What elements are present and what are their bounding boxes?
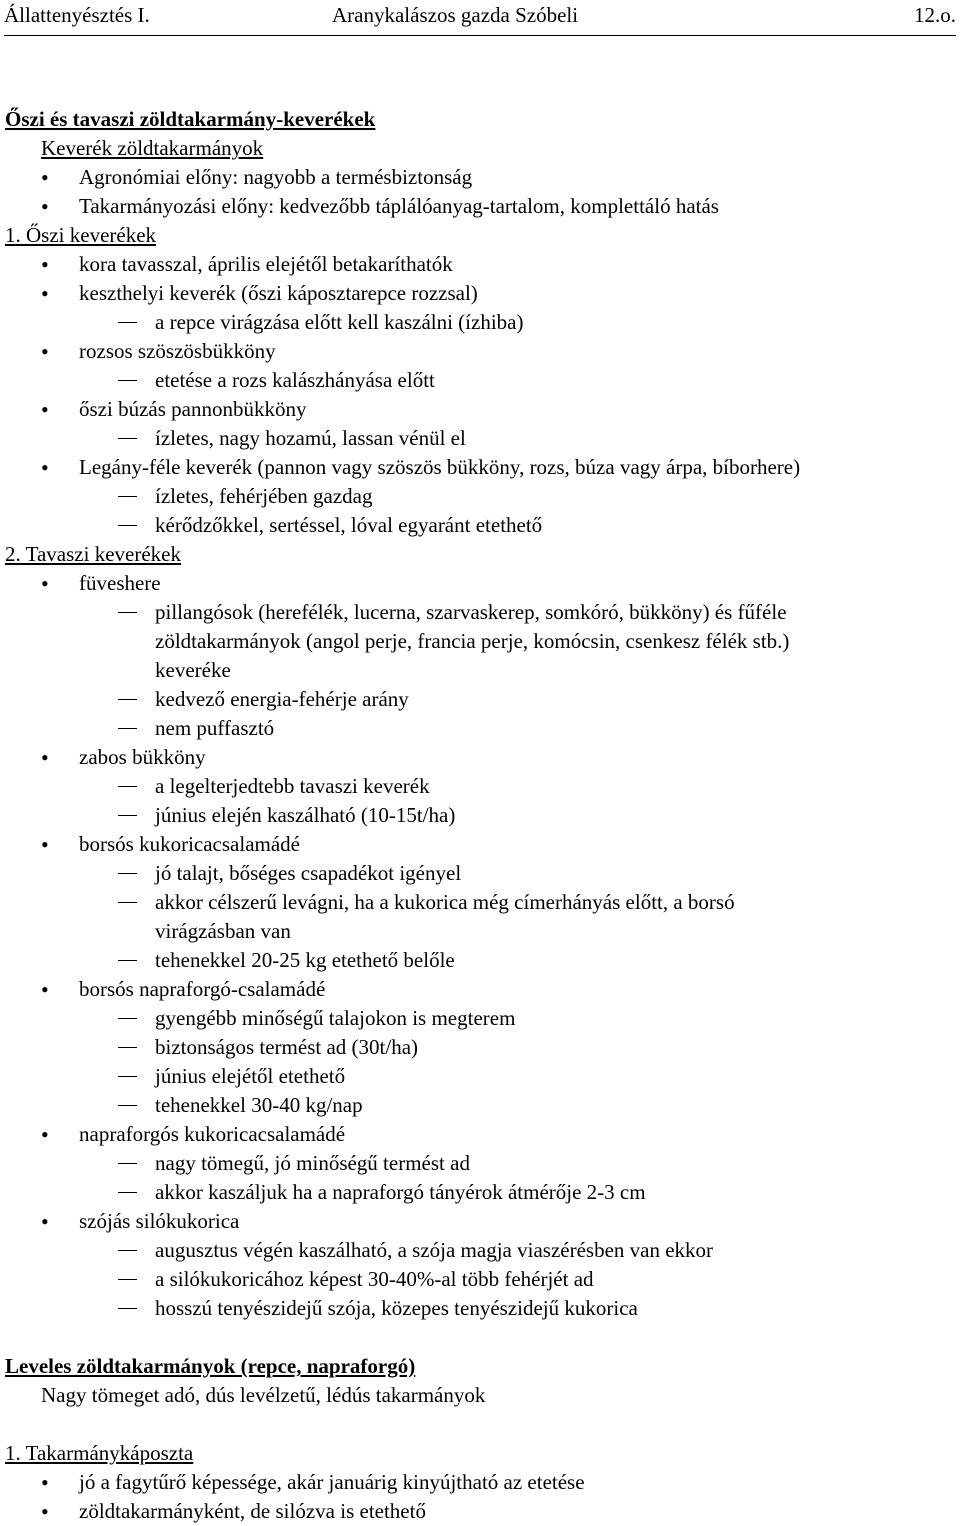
bullet-item-text: Legány-féle keverék (pannon vagy szöszös bükköny, rozs, búza vagy árpa, bíborhere) <box>79 455 801 479</box>
bullet-item-text: borsós napraforgó-csalamádé <box>79 977 326 1001</box>
group-heading <box>5 1439 955 1468</box>
dash-icon <box>118 1192 137 1193</box>
bullet-item-text: szójás silókukorica <box>79 1209 240 1233</box>
dash-item <box>5 308 955 337</box>
dash-item <box>5 366 955 395</box>
group-heading <box>5 221 955 250</box>
dash-item <box>5 714 955 743</box>
bullet-icon: • <box>41 832 49 857</box>
header-course: Aranykalászos gazda Szóbeli <box>332 3 579 27</box>
dash-item-text: tehenekkel 30-40 kg/nap <box>155 1093 363 1117</box>
section-title-text: Őszi és tavaszi zöldtakarmány-keverékek <box>5 107 376 131</box>
dash-item-text: hosszú tenyészidejű szója, közepes tenyészidejű kukorica <box>155 1296 638 1320</box>
dash-item-text: a silókukoricához képest 30-40%-al több fehérjét ad <box>155 1267 594 1291</box>
bullet-icon: • <box>41 281 49 306</box>
dash-item-text: június elejétől etethető <box>155 1064 346 1088</box>
bullet-item-text: füveshere <box>79 571 161 595</box>
dash-item <box>5 859 955 888</box>
bullet-icon: • <box>41 977 49 1002</box>
dash-item <box>5 511 955 540</box>
dash-icon <box>118 438 137 439</box>
dash-item <box>5 1236 955 1265</box>
group-heading-text: 2. Tavaszi keverékek <box>5 542 181 566</box>
section-subtitle <box>5 1381 955 1410</box>
bullet-icon: • <box>41 194 49 219</box>
bullet-icon: • <box>41 571 49 596</box>
section-title-text: Leveles zöldtakarmányok (repce, napraforgó) <box>5 1354 416 1378</box>
bullet-icon: • <box>41 745 49 770</box>
header-grade: 12.o. <box>914 3 956 27</box>
dash-item <box>5 1091 955 1120</box>
dash-item <box>5 598 955 627</box>
bullet-item-text: zabos bükköny <box>79 745 206 769</box>
dash-item-text: gyengébb minőségű talajokon is megterem <box>155 1006 516 1030</box>
bullet-item-text: rozsos szöszösbükköny <box>79 339 276 363</box>
bullet-item <box>5 830 955 859</box>
bullet-icon: • <box>41 339 49 364</box>
dash-icon <box>118 873 137 874</box>
section-subtitle-text: Nagy tömeget adó, dús levélzetű, lédús takarmányok <box>41 1383 486 1407</box>
dash-icon <box>118 612 137 613</box>
dash-icon <box>118 1279 137 1280</box>
dash-item-text: a repce virágzása előtt kell kaszálni (ízhiba) <box>155 310 524 334</box>
dash-icon <box>118 496 137 497</box>
bullet-item-text: Takarmányozási előny: kedvezőbb táplálóanyag-tartalom, komplettáló hatás <box>79 194 719 218</box>
dash-icon <box>118 380 137 381</box>
bullet-item <box>5 743 955 772</box>
dash-icon <box>118 728 137 729</box>
dash-item-text: akkor kaszáljuk ha a napraforgó tányérok átmérője 2-3 cm <box>155 1180 646 1204</box>
dash-item-continuation-text: zöldtakarmányok (angol perje, francia perje, komócsin, csenkesz félék stb.) <box>155 629 790 653</box>
bullet-item <box>5 1207 955 1236</box>
dash-item <box>5 424 955 453</box>
dash-item-continuation <box>5 627 955 656</box>
bullet-item <box>5 250 955 279</box>
dash-item-continuation-text: virágzásban van <box>155 919 291 943</box>
dash-item-text: kedvező energia-fehérje arány <box>155 687 409 711</box>
dash-item-text: pillangósok (herefélék, lucerna, szarvaskerep, somkóró, bükköny) és fűféle <box>155 600 787 624</box>
dash-icon <box>118 815 137 816</box>
group-heading-text: 1. Takarmánykáposzta <box>5 1441 194 1465</box>
bullet-item-text: zöldtakarmányként, de silózva is etethető <box>79 1499 426 1523</box>
dash-item <box>5 1178 955 1207</box>
bullet-icon: • <box>41 252 49 277</box>
dash-item <box>5 1265 955 1294</box>
dash-item-text: a legelterjedtebb tavaszi keverék <box>155 774 430 798</box>
bullet-item <box>5 163 955 192</box>
bullet-item <box>5 1120 955 1149</box>
bullet-item-text: jó a fagytűrő képessége, akár januárig kinyújtható az etetése <box>79 1470 585 1494</box>
bullet-icon: • <box>41 1470 49 1495</box>
bullet-icon: • <box>41 1122 49 1147</box>
dash-icon <box>118 1047 137 1048</box>
dash-item <box>5 1033 955 1062</box>
dash-icon <box>118 1308 137 1309</box>
dash-icon <box>118 322 137 323</box>
dash-icon <box>118 1105 137 1106</box>
document-body <box>5 105 955 1526</box>
dash-item <box>5 888 955 917</box>
bullet-item-text: napraforgós kukoricacsalamádé <box>79 1122 346 1146</box>
dash-icon <box>118 699 137 700</box>
dash-icon <box>118 960 137 961</box>
dash-item <box>5 801 955 830</box>
bullet-item <box>5 975 955 1004</box>
bullet-item <box>5 1497 955 1526</box>
dash-item <box>5 685 955 714</box>
dash-item-text: augusztus végén kaszálható, a szója magja viaszérésben van ekkor <box>155 1238 714 1262</box>
bullet-item-text: Agronómiai előny: nagyobb a termésbiztonság <box>79 165 473 189</box>
dash-item-text: nem puffasztó <box>155 716 275 740</box>
dash-item <box>5 1062 955 1091</box>
dash-icon <box>118 786 137 787</box>
dash-item-text: jó talajt, bőséges csapadékot igényel <box>155 861 462 885</box>
dash-icon <box>118 1076 137 1077</box>
dash-icon <box>118 525 137 526</box>
bullet-item-text: borsós kukoricacsalamádé <box>79 832 301 856</box>
dash-item-text: tehenekkel 20-25 kg etethető belőle <box>155 948 455 972</box>
dash-item <box>5 482 955 511</box>
dash-item-text: ízletes, nagy hozamú, lassan vénül el <box>155 426 466 450</box>
dash-item-text: nagy tömegű, jó minőségű termést ad <box>155 1151 470 1175</box>
dash-item <box>5 772 955 801</box>
dash-item-continuation-text: keveréke <box>155 658 231 682</box>
dash-item <box>5 1149 955 1178</box>
section-subtitle <box>5 134 955 163</box>
group-heading <box>5 540 955 569</box>
group-heading-text: 1. Őszi keverékek <box>5 223 157 247</box>
header-subject: Állattenyésztés I. <box>4 3 150 27</box>
bullet-item <box>5 453 955 482</box>
bullet-icon: • <box>41 397 49 422</box>
bullet-item <box>5 569 955 598</box>
dash-item <box>5 1004 955 1033</box>
dash-item-text: akkor célszerű levágni, ha a kukorica még címerhányás előtt, a borsó <box>155 890 735 914</box>
dash-icon <box>118 1250 137 1251</box>
bullet-item <box>5 395 955 424</box>
bullet-item <box>5 192 955 221</box>
bullet-item-text: keszthelyi keverék (őszi káposztarepce rozzsal) <box>79 281 478 305</box>
section-title <box>5 105 955 134</box>
dash-item <box>5 946 955 975</box>
bullet-item <box>5 337 955 366</box>
page-header <box>4 3 956 31</box>
bullet-icon: • <box>41 455 49 480</box>
dash-icon <box>118 1163 137 1164</box>
dash-item-text: június elején kaszálható (10-15t/ha) <box>155 803 456 827</box>
dash-icon <box>118 902 137 903</box>
dash-icon <box>118 1018 137 1019</box>
section-title <box>5 1352 955 1381</box>
bullet-item <box>5 1468 955 1497</box>
bullet-icon: • <box>41 165 49 190</box>
dash-item-text: kérődzőkkel, sertéssel, lóval egyaránt etethető <box>155 513 543 537</box>
dash-item-continuation <box>5 656 955 685</box>
section-subtitle-text: Keverék zöldtakarmányok <box>41 136 264 160</box>
dash-item-text: ízletes, fehérjében gazdag <box>155 484 373 508</box>
bullet-item-text: őszi búzás pannonbükköny <box>79 397 307 421</box>
header-rule <box>4 35 956 36</box>
dash-item-continuation <box>5 917 955 946</box>
bullet-icon: • <box>41 1209 49 1234</box>
dash-item <box>5 1294 955 1323</box>
dash-item-text: etetése a rozs kalászhányása előtt <box>155 368 435 392</box>
bullet-icon: • <box>41 1499 49 1524</box>
bullet-item <box>5 279 955 308</box>
bullet-item-text: kora tavasszal, április elejétől betakaríthatók <box>79 252 453 276</box>
dash-item-text: biztonságos termést ad (30t/ha) <box>155 1035 419 1059</box>
